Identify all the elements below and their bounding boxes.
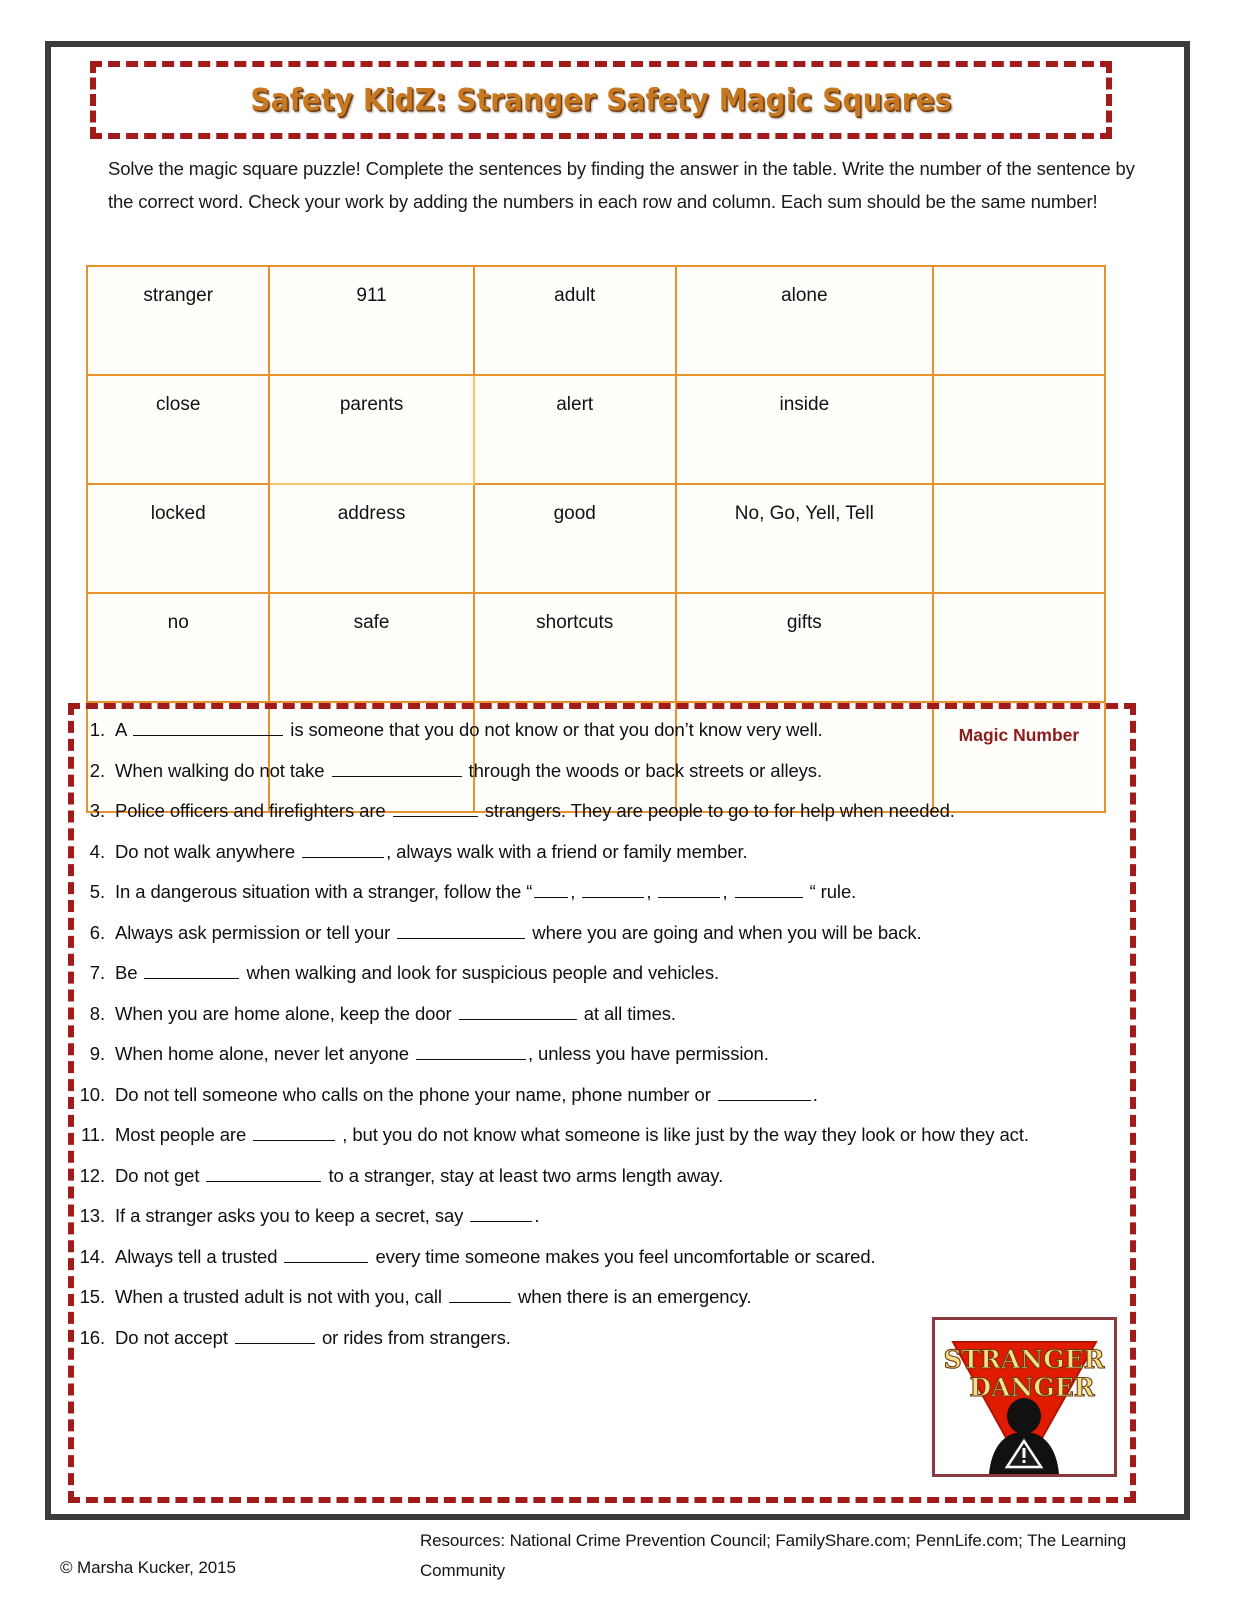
sentence-body — [115, 1123, 1115, 1147]
table-cell[interactable]: safe — [269, 593, 473, 702]
table-cell[interactable] — [933, 593, 1105, 702]
sentence-text-before: A — [115, 719, 132, 740]
sentence-body — [115, 1042, 1115, 1066]
answer-blank[interactable] — [397, 921, 525, 939]
answer-blank[interactable] — [284, 1245, 368, 1263]
sentence-text-before: Always ask permission or tell your — [115, 921, 396, 943]
sentence-text-after: strangers. They are people to go to for help when needed. — [479, 800, 955, 821]
table-cell[interactable]: gifts — [676, 593, 933, 702]
sentence-number: 12. — [79, 1164, 105, 1186]
list-item — [75, 799, 1130, 823]
sentence-text-before: Always tell a trusted — [115, 1245, 283, 1267]
list-item — [75, 1204, 1130, 1228]
stranger-danger-icon — [935, 1320, 1114, 1474]
sentence-body — [115, 799, 1115, 823]
table-cell[interactable]: close — [87, 375, 269, 484]
page-title: Safety KidZ: Stranger Safety Magic Squares — [250, 82, 952, 118]
magic-number-cell[interactable]: Magic Number — [933, 702, 1105, 812]
answer-blank[interactable] — [735, 880, 803, 898]
sentence-text-after: when there is an emergency. — [512, 1286, 752, 1307]
sentence-list — [75, 718, 1130, 1366]
sentence-number: 16. — [79, 1326, 105, 1348]
sentence-text-before: Police officers and firefighters are — [115, 800, 391, 821]
sentence-text-before: When walking do not take — [115, 759, 330, 781]
answer-blank[interactable] — [393, 799, 478, 817]
table-cell[interactable]: alert — [474, 375, 676, 484]
table-cell[interactable]: good — [474, 484, 676, 593]
answer-blank[interactable] — [470, 1204, 532, 1222]
sentence-number: 6. — [89, 921, 105, 943]
sentence-text-after: every time someone makes you feel uncomfortable or scared. — [370, 1245, 876, 1267]
sentence-text-after: at all times. — [578, 1002, 676, 1024]
sentence-body — [115, 718, 1115, 742]
answer-blank[interactable] — [332, 759, 462, 777]
list-item — [75, 1083, 1130, 1107]
sentence-text-before: Do not get — [115, 1164, 205, 1186]
table-cell[interactable]: 911 — [269, 266, 473, 375]
footer-resources: Resources: National Crime Prevention Council; FamilyShare.com; PennLife.com; The Learning Community — [420, 1531, 1127, 1580]
table-cell[interactable]: shortcuts — [474, 593, 676, 702]
sentence-text-before: Be — [115, 962, 143, 983]
answer-blank[interactable] — [253, 1123, 335, 1141]
answer-blank[interactable] — [144, 961, 239, 979]
list-item — [75, 1123, 1130, 1147]
table-cell[interactable]: No, Go, Yell, Tell — [676, 484, 933, 593]
sentence-text-after: to a stranger, stay at least two arms length away. — [323, 1164, 724, 1186]
list-item — [75, 1245, 1130, 1269]
table-cell[interactable]: stranger — [87, 266, 269, 375]
sentence-text-after: when walking and look for suspicious people and vehicles. — [241, 962, 720, 983]
table-row — [87, 266, 1105, 375]
stranger-danger-logo — [932, 1317, 1117, 1477]
instructions-text: Solve the magic square puzzle! Complete the sentences by finding the answer in the table. Write the number of the sentence by the correct word. Check your work by adding the numbers in each row and column. Each sum should be the same number! — [108, 158, 1135, 212]
list-item — [75, 1285, 1130, 1309]
table-cell[interactable]: adult — [474, 266, 676, 375]
sentence-text-after: where you are going and when you will be back. — [527, 921, 922, 943]
list-item — [75, 880, 1130, 904]
table-row — [87, 484, 1105, 593]
sentence-number: 3. — [89, 800, 105, 821]
list-item — [75, 840, 1130, 864]
sentence-text-before: Do not tell someone who calls on the phone your name, phone number or — [115, 1083, 716, 1105]
answer-blank[interactable] — [133, 718, 283, 736]
answer-blank[interactable] — [206, 1164, 321, 1182]
table-cell[interactable]: locked — [87, 484, 269, 593]
sentence-body — [115, 1164, 1115, 1188]
sentence-body — [115, 1285, 1115, 1309]
answer-blank[interactable] — [718, 1083, 811, 1101]
sentence-body: In a dangerous situation with a stranger, follow the “ , , , “ rule. — [115, 881, 857, 902]
list-item — [75, 921, 1130, 945]
list-item — [75, 759, 1130, 783]
sentence-number: 4. — [89, 840, 105, 862]
sentence-text-before: In a dangerous situation with a stranger, follow the “ — [115, 881, 533, 902]
logo-line2: DANGER — [969, 1373, 1095, 1402]
list-item — [75, 961, 1130, 985]
sentence-number: 14. — [79, 1245, 105, 1267]
table-cell[interactable] — [933, 266, 1105, 375]
sentence-number: 15. — [79, 1286, 105, 1307]
sentence-text-before: When a trusted adult is not with you, call — [115, 1286, 447, 1307]
table-row — [87, 375, 1105, 484]
table-cell[interactable] — [933, 375, 1105, 484]
list-item — [75, 718, 1130, 742]
table-row — [87, 593, 1105, 702]
answer-blank[interactable] — [582, 880, 644, 898]
sentence-text-before: If a stranger asks you to keep a secret, say — [115, 1205, 469, 1226]
sentence-text-after: is someone that you do not know or that you don’t know very well. — [285, 719, 823, 740]
list-item — [75, 1164, 1130, 1188]
sentence-body — [115, 1204, 1115, 1228]
sentence-number: 2. — [89, 759, 105, 781]
sentence-number: 10. — [79, 1083, 105, 1105]
title-banner — [90, 61, 1112, 139]
sentence-number: 13. — [79, 1205, 105, 1226]
sentence-text-before: When you are home alone, keep the door — [115, 1002, 457, 1024]
sentence-number: 7. — [89, 962, 105, 983]
sentence-text-after: “ rule. — [804, 881, 857, 902]
sentence-text-after: , unless you have permission. — [527, 1043, 769, 1064]
table-cell[interactable]: parents — [269, 375, 473, 484]
answer-blank[interactable] — [534, 880, 568, 898]
table-cell[interactable]: alone — [676, 266, 933, 375]
answer-blank[interactable] — [302, 840, 384, 858]
sentence-body — [115, 759, 1115, 783]
sentence-text-after: , always walk with a friend or family member. — [386, 840, 748, 862]
sentence-body — [115, 961, 1115, 985]
answer-blank[interactable] — [449, 1285, 511, 1303]
sentence-text-before: Do not walk anywhere — [115, 840, 301, 862]
sentence-text-before: Do not accept — [115, 1326, 233, 1348]
table-cell[interactable] — [933, 484, 1105, 593]
table-cell[interactable]: address — [269, 484, 473, 593]
sentence-number: 11. — [80, 1124, 105, 1145]
table-cell[interactable]: no — [87, 593, 269, 702]
sentence-body — [115, 1083, 1115, 1107]
sentence-text-after: or rides from strangers. — [316, 1326, 511, 1348]
sentence-body — [115, 1002, 1115, 1026]
answer-blank[interactable] — [235, 1326, 315, 1344]
sentence-number: 5. — [89, 881, 105, 902]
logo-line1: STRANGER — [943, 1345, 1105, 1374]
sentence-body — [115, 921, 1115, 945]
sentence-body — [115, 840, 1115, 864]
sentence-body — [115, 1245, 1115, 1269]
answer-blank[interactable] — [658, 880, 720, 898]
sentence-text-after: . — [812, 1083, 818, 1105]
sentence-number: 9. — [89, 1043, 105, 1064]
sentence-text-after: through the woods or back streets or alleys. — [463, 759, 822, 781]
footer-copyright: © Marsha Kucker, 2015 — [60, 1558, 236, 1577]
sentence-text-before: Most people are — [115, 1124, 252, 1145]
sentence-number: 1. — [89, 719, 105, 740]
list-item — [75, 1002, 1130, 1026]
sentence-text-after: . — [534, 1205, 540, 1226]
sentence-text-after: , but you do not know what someone is like just by the way they look or how they act. — [337, 1124, 1029, 1145]
sentence-text-before: When home alone, never let anyone — [115, 1043, 414, 1064]
answer-blank[interactable] — [459, 1002, 577, 1020]
table-cell[interactable]: inside — [676, 375, 933, 484]
sentence-number: 8. — [89, 1002, 105, 1024]
list-item — [75, 1042, 1130, 1066]
answer-blank[interactable] — [416, 1042, 526, 1060]
